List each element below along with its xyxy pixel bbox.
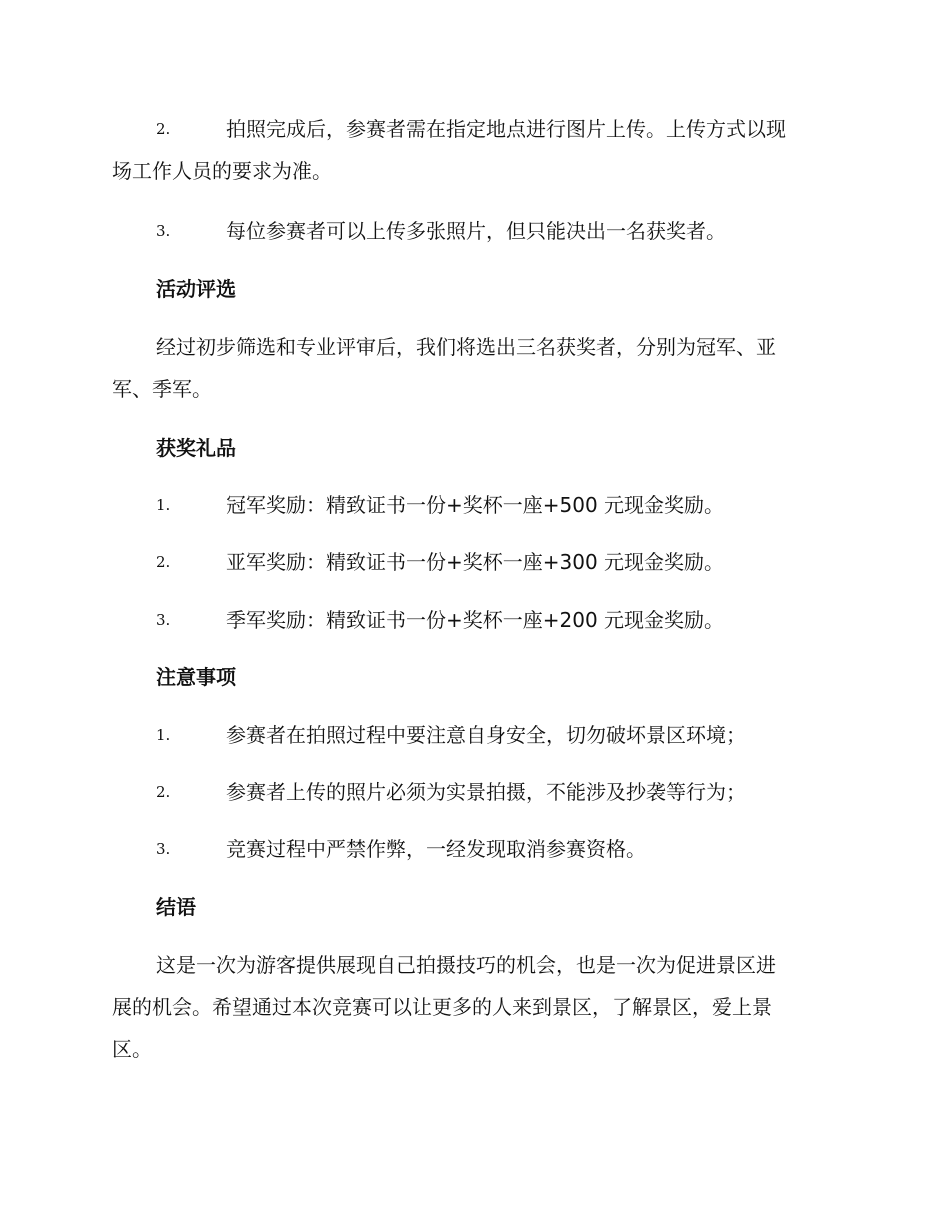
conclusion-paragraph xyxy=(112,944,842,1070)
list-number: 3. xyxy=(156,222,171,240)
list-text: 参赛者在拍照过程中要注意自身安全，切勿破坏景区环境； xyxy=(226,723,746,747)
section-heading-selection: 活动评选 xyxy=(156,277,236,301)
paragraph-line: 展的机会。希望通过本次竞赛可以让更多的人来到景区，了解景区，爱上景 xyxy=(112,995,772,1019)
list-text: 每位参赛者可以上传多张照片，但只能决出一名获奖者。 xyxy=(226,219,726,243)
list-text-continuation: 场工作人员的要求为准。 xyxy=(112,159,332,183)
section-heading-prizes: 获奖礼品 xyxy=(156,436,236,460)
paragraph-line: 经过初步筛选和专业评审后，我们将选出三名获奖者，分别为冠军、亚 xyxy=(156,335,776,359)
paragraph-line: 军、季军。 xyxy=(112,377,212,401)
list-text: 拍照完成后，参赛者需在指定地点进行图片上传。上传方式以现 xyxy=(226,117,786,141)
section-heading-conclusion: 结语 xyxy=(156,895,196,919)
list-text: 冠军奖励：精致证书一份+奖杯一座+500 元现金奖励。 xyxy=(226,493,725,517)
list-number: 3. xyxy=(156,840,171,858)
selection-paragraph xyxy=(112,326,842,410)
section-heading-notes: 注意事项 xyxy=(156,665,236,689)
list-text: 季军奖励：精致证书一份+奖杯一座+200 元现金奖励。 xyxy=(226,608,725,632)
list-number: 2. xyxy=(156,120,171,138)
list-text: 亚军奖励：精致证书一份+奖杯一座+300 元现金奖励。 xyxy=(226,550,725,574)
paragraph-line: 区。 xyxy=(112,1037,152,1061)
paragraph-line: 这是一次为游客提供展现自己拍摄技巧的机会，也是一次为促进景区进 xyxy=(156,953,776,977)
list-number: 1. xyxy=(156,726,171,744)
list-number: 2. xyxy=(156,783,171,801)
list-number: 2. xyxy=(156,553,171,571)
list-number: 1. xyxy=(156,496,171,514)
list-text: 参赛者上传的照片必须为实景拍摄，不能涉及抄袭等行为； xyxy=(226,780,746,804)
list-text: 竞赛过程中严禁作弊，一经发现取消参赛资格。 xyxy=(226,837,646,861)
list-number: 3. xyxy=(156,611,171,629)
